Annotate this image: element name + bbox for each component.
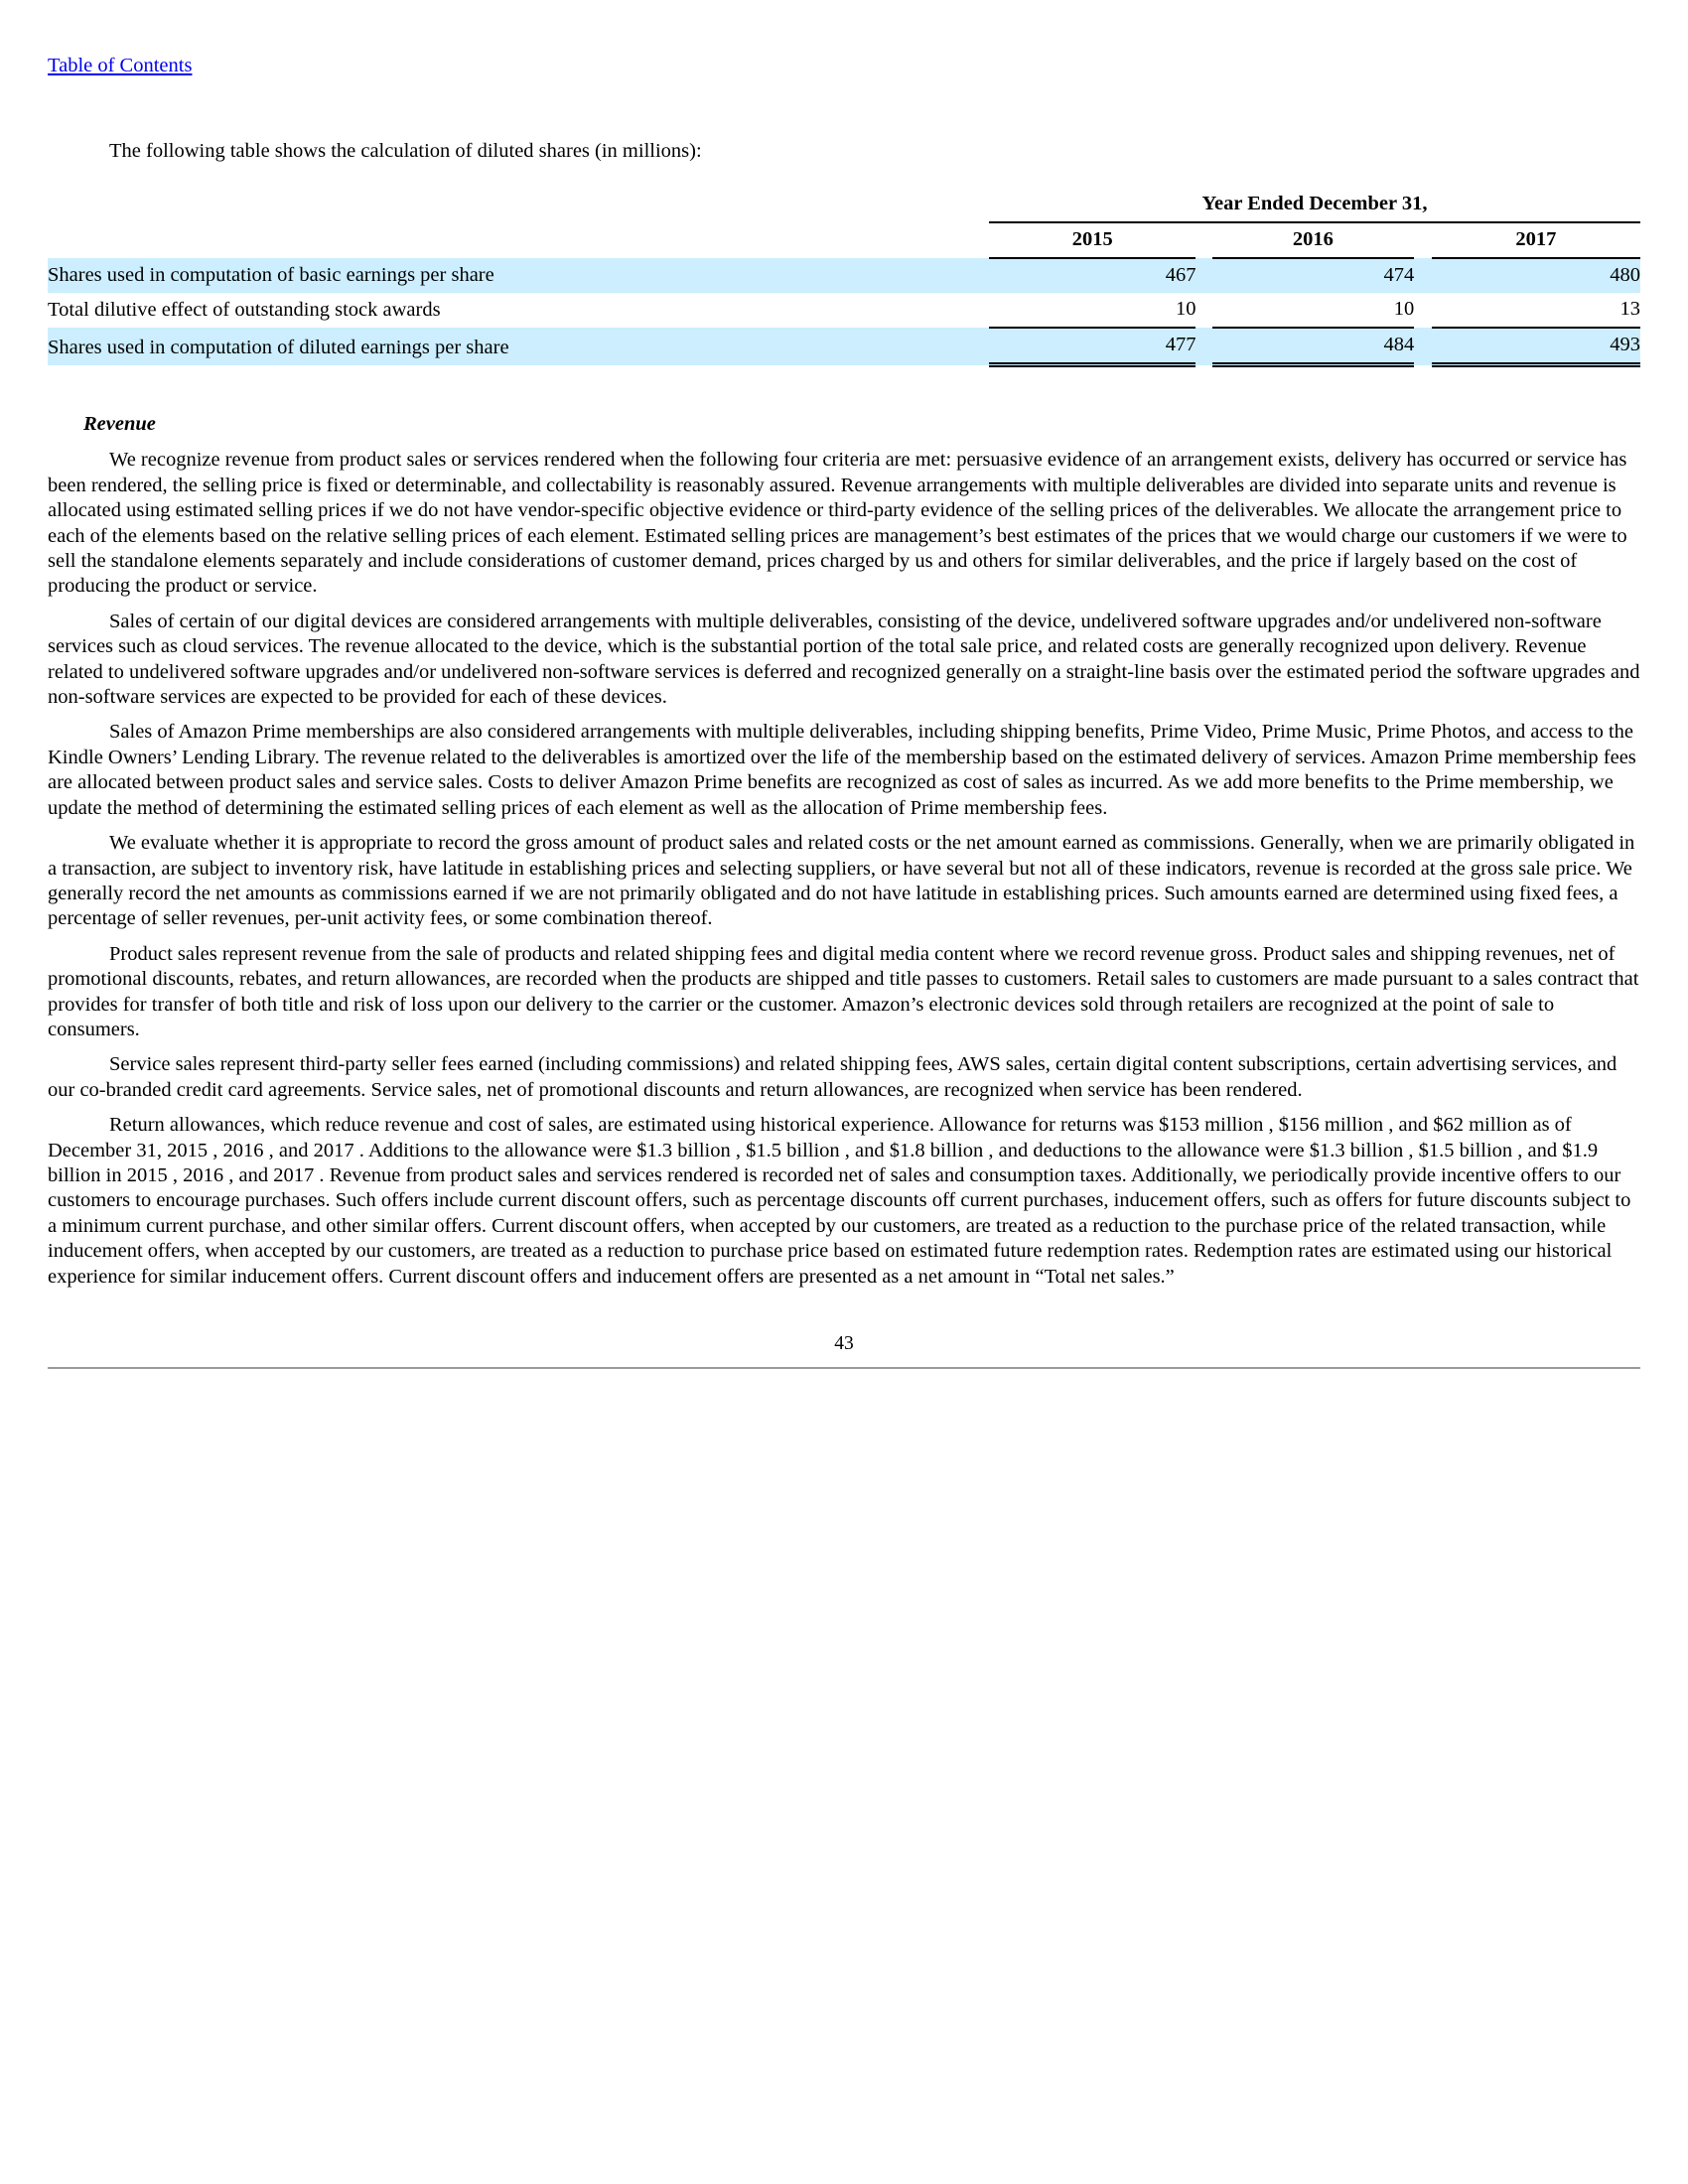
diluted-shares-table bbox=[48, 188, 1640, 367]
breadcrumb bbox=[48, 55, 1640, 77]
table-cell-value: 10 bbox=[1175, 298, 1196, 321]
gap-cell bbox=[1196, 258, 1211, 293]
table-row-label: Shares used in computation of diluted earnings per share bbox=[48, 336, 509, 358]
gap-cell bbox=[1414, 258, 1432, 293]
paragraph-return-allowances: Return allowances, which reduce revenue and cost of sales, are estimated using historical experience. Allowance for returns was $153 million , $156 million , and $62 million as of December 31, 2015 , 2016 , and 2017 . Additions to the allowance were $1.3 billion , $1.5 billion , and $1.8 billion , and deductions to the allowance were $1.3 billion , $1.5 billion , and $1.9 billion in 2015 , 2016 , and 2017 . Revenue from product sales and services rendered is recorded net of sales and consumption taxes. Additionally, we periodically provide incentive offers to our customers to encourage purchases. Such offers include current discount offers, such as percentage discounts off current purchases, inducement offers, such as offers for future discounts subject to a minimum current purchase, and other similar offers. Current discount offers, when accepted by our customers, are treated as a reduction to the purchase price of the related transaction, while inducement offers, when accepted by our customers, are treated as a reduction to purchase price based on estimated future redemption rates. Redemption rates are estimated using our historical experience for similar inducement offers. Current discount offers and inducement offers are presented as a net amount in “Total net sales.” bbox=[48, 1114, 1631, 1288]
intro-text: The following table shows the calculation of diluted shares (in millions): bbox=[109, 140, 702, 162]
table-cell-value: 477 bbox=[989, 328, 1196, 365]
period-header: Year Ended December 31, bbox=[989, 188, 1640, 222]
table-row-diluted-shares bbox=[48, 328, 1640, 365]
paragraph-service-sales: Service sales represent third-party seller fees earned (including commissions) and related shipping fees, AWS sales, certain digital content subscriptions, certain advertising services, and our co-branded credit card agreements. Service sales, net of promotional discounts and return allowances, are recognized when service has been rendered. bbox=[48, 1053, 1618, 1101]
table-cell-value: 493 bbox=[1432, 328, 1640, 365]
gap-cell bbox=[1196, 293, 1211, 328]
table-row-dilutive-effect bbox=[48, 293, 1640, 328]
paragraph-gross-vs-net: We evaluate whether it is appropriate to record the gross amount of product sales and related costs or the net amount earned as commissions. Generally, when we are primarily obligated in a transaction, are subject to inventory risk, have latitude in establishing prices and selecting suppliers, or have several but not all of these indicators, revenue is recorded at the gross sale price. We generally record the net amounts as commissions earned if we are not primarily obligated and do not have latitude in establishing prices. Such amounts earned are determined using fixed fees, a percentage of seller revenues, per-unit activity fees, or some combination thereof. bbox=[48, 832, 1635, 930]
year-header-2016: 2016 bbox=[1212, 222, 1415, 258]
gap-cell bbox=[1414, 293, 1432, 328]
table-cell-value: 480 bbox=[1432, 258, 1640, 293]
empty-cell bbox=[48, 222, 989, 258]
paragraph-revenue-recognition: We recognize revenue from product sales or services rendered when the following four criteria are met: persuasive evidence of an arrangement exists, delivery has occurred or service has been rendered, the selling price is fixed or determinable, and collectability is reasonably assured. Revenue arrangements with multiple deliverables are divided into separate units and revenue is allocated using estimated selling prices if we do not have vendor-specific objective evidence or third-party evidence of the selling prices of the deliverables. We allocate the arrangement price to each of the elements based on the relative selling prices of each element. Estimated selling prices are management’s best estimates of the prices that we would charge our customers if we were to sell the standalone elements separately and include considerations of customer demand, prices charged by us and others for similar deliverables, and the price if largely based on the cost of producing the product or service. bbox=[48, 449, 1627, 598]
gap-cell bbox=[1196, 328, 1211, 365]
gap-cell bbox=[1196, 222, 1211, 258]
bottom-divider bbox=[48, 1367, 1640, 1369]
paragraph-product-sales: Product sales represent revenue from the sale of products and related shipping fees and digital media content where we record revenue gross. Product sales and shipping revenues, net of promotional discounts, rebates, and return allowances, are recorded when the products are shipped and title passes to customers. Retail sales to customers are made pursuant to a sales contract that provides for transfer of both title and risk of loss upon our delivery to the carrier or the customer. Amazon’s electronic devices sold through retailers are recognized at the point of sale to consumers. bbox=[48, 942, 1639, 1040]
table-row-label: Total dilutive effect of outstanding stock awards bbox=[48, 299, 441, 322]
paragraph-digital-devices: Sales of certain of our digital devices are considered arrangements with multiple deliverables, consisting of the device, undelivered software upgrades and/or undelivered non-software services such as cloud services. The revenue allocated to the device, which is the substantial portion of the total sale price, and related costs are generally recognized upon delivery. Revenue related to undelivered software upgrades and/or undelivered non-software services is deferred and recognized generally on a straight-line basis over the estimated period the software upgrades and non-software services are expected to be provided for each of these devices. bbox=[48, 610, 1640, 709]
paragraph-prime-memberships: Sales of Amazon Prime memberships are also considered arrangements with multiple deliverables, including shipping benefits, Prime Video, Prime Music, Prime Photos, and access to the Kindle Owners’ Lending Library. The revenue related to the deliverables is amortized over the life of the membership based on the estimated delivery of services. Amazon Prime membership fees are allocated between product sales and service sales. Costs to deliver Amazon Prime benefits are recognized as cost of sales as incurred. As we add more benefits to the Prime membership, we update the method of determining the estimated selling prices of each element as well as the allocation of Prime membership fees. bbox=[48, 721, 1636, 819]
table-cell-value: 467 bbox=[989, 258, 1196, 293]
table-of-contents-link[interactable]: Table of Contents bbox=[48, 55, 193, 76]
table-cell-value: 484 bbox=[1212, 328, 1415, 365]
year-header-2017: 2017 bbox=[1432, 222, 1640, 258]
year-header-2015: 2015 bbox=[989, 222, 1196, 258]
table-cell-value: 10 bbox=[1393, 298, 1415, 321]
page-number: 43 bbox=[834, 1333, 854, 1354]
table-cell-value: 13 bbox=[1619, 298, 1640, 321]
table-cell-value: 474 bbox=[1212, 258, 1415, 293]
empty-cell bbox=[48, 188, 989, 222]
gap-cell bbox=[1414, 222, 1432, 258]
section-heading-revenue: Revenue bbox=[83, 413, 156, 436]
table-period-header-row bbox=[48, 188, 1640, 222]
gap-cell bbox=[1414, 328, 1432, 365]
table-row-label: Shares used in computation of basic earnings per share bbox=[48, 264, 494, 287]
table-row-basic-shares bbox=[48, 258, 1640, 293]
table-year-header-row bbox=[48, 222, 1640, 258]
